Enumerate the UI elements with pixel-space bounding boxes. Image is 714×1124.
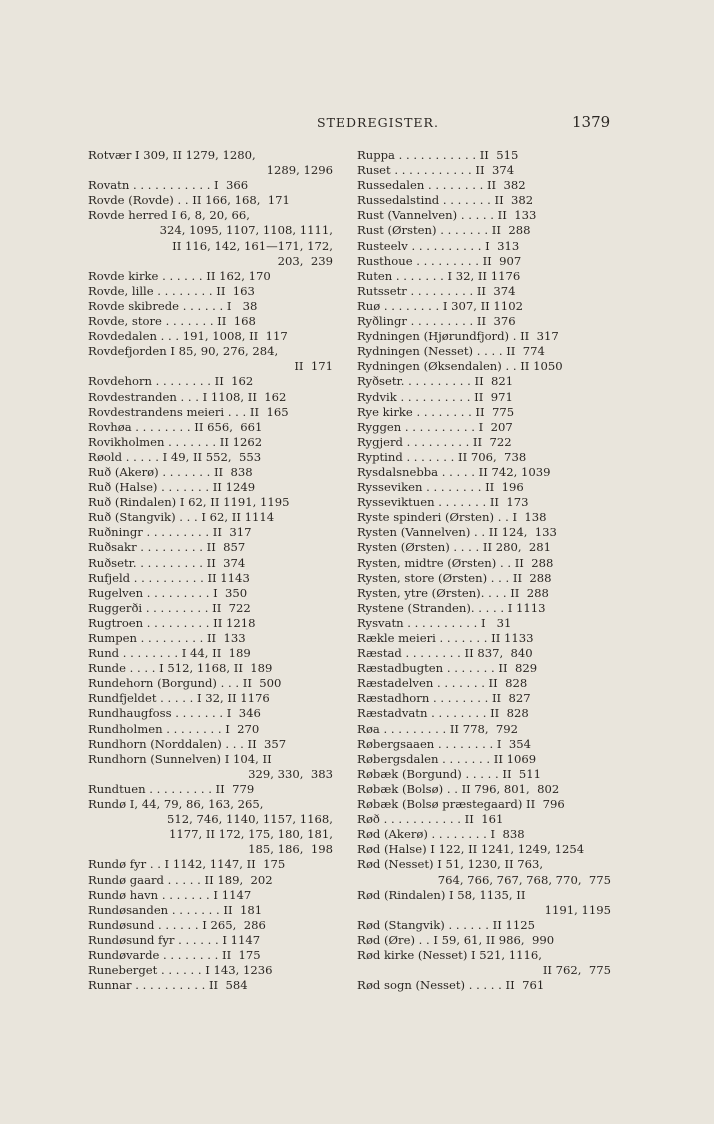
index-entry: Ruð (Halse) . . . . . . . II 1249 [88, 480, 256, 495]
index-entry-continuation: 203, 239 [277, 253, 333, 268]
index-entry: Russedalen . . . . . . . . II 382 [357, 178, 526, 193]
index-entry: Røbæk (Bolsø) . . II 796, 801, 802 [357, 781, 560, 796]
index-entry: Ryste spinderi (Ørsten) . . I 138 [357, 510, 547, 525]
index-entry: Rundfjeldet . . . . . I 32, II 1176 [88, 691, 270, 706]
index-entry: Ruðningr . . . . . . . . . II 317 [88, 525, 252, 540]
index-entry-continuation: 512, 746, 1140, 1157, 1168, [167, 812, 333, 827]
index-entry: Ruten . . . . . . . I 32, II 1176 [357, 268, 521, 283]
index-entry: Rød (Akerø) . . . . . . . . I 838 [357, 827, 525, 842]
index-entry: Rovikholmen . . . . . . . II 1262 [88, 434, 263, 449]
index-entry: Rundhorn (Sunnelven) I 104, II [88, 751, 272, 766]
index-entry: Rundøvarde . . . . . . . . II 175 [88, 947, 261, 962]
index-entry: Rysseviken . . . . . . . . II 196 [357, 480, 524, 495]
index-entry: Rutssetr . . . . . . . . . II 374 [357, 283, 516, 298]
index-entry: Ruðsakr . . . . . . . . . II 857 [88, 540, 246, 555]
index-entry: Ruð (Stangvik) . . . I 62, II 1114 [88, 510, 275, 525]
index-entry: Rovde, store . . . . . . . II 168 [88, 314, 256, 329]
index-entry: Rundtuen . . . . . . . . . II 779 [88, 781, 255, 796]
index-entry: Rysdalsnebba . . . . . II 742, 1039 [357, 464, 551, 479]
index-entry: Rovdestrandens meieri . . . II 165 [88, 404, 289, 419]
index-entry: Rundøsanden . . . . . . . II 181 [88, 902, 263, 917]
index-entry: Ruø . . . . . . . . I 307, II 1102 [357, 298, 523, 313]
index-entry: Ræstadhorn . . . . . . . . II 827 [357, 691, 531, 706]
index-entry: Ruset . . . . . . . . . . . II 374 [357, 163, 515, 178]
index-entry: Rye kirke . . . . . . . . II 775 [357, 404, 515, 419]
index-entry: Røbæk (Borgund) . . . . . II 511 [357, 766, 542, 781]
index-entry: Rød kirke (Nesset) I 521, 1116, [357, 947, 542, 962]
index-entry-continuation: 324, 1095, 1107, 1108, 1111, [159, 223, 333, 238]
index-entry: Rovdedalen . . . 191, 1008, II 117 [88, 329, 288, 344]
index-entry: Rød sogn (Nesset) . . . . . II 761 [357, 978, 545, 993]
index-entry-continuation: II 116, 142, 161—171, 172, [172, 238, 333, 253]
index-entry: Røbergsaaen . . . . . . . . I 354 [357, 736, 532, 751]
index-entry: Rydningen (Nesset) . . . . II 774 [357, 344, 545, 359]
index-entry: Røbæk (Bolsø præstegaard) II 796 [357, 797, 565, 812]
index-entry: Ryðsetr. . . . . . . . . . II 821 [357, 374, 514, 389]
index-entry: Rød (Rindalen) I 58, 1135, II [357, 887, 526, 902]
index-entry: Ryptind . . . . . . . II 706, 738 [357, 449, 527, 464]
index-entry: Rumpen . . . . . . . . . II 133 [88, 631, 246, 645]
index-entry: Rysten, midtre (Ørsten) . . II 288 [357, 555, 554, 570]
index-entry-continuation: 764, 766, 767, 768, 770, 775 [437, 872, 611, 887]
index-entry: Ryðlingr . . . . . . . . . II 376 [357, 314, 516, 329]
index-entry-continuation: II 171 [294, 359, 333, 374]
index-entry: Ryggen . . . . . . . . . . I 207 [357, 419, 513, 434]
index-entry: Rufjeld . . . . . . . . . . II 1143 [88, 570, 250, 585]
index-entry: Rysten (Vannelven) . . II 124, 133 [357, 525, 557, 540]
index-entry: Ruggerði . . . . . . . . . II 722 [88, 600, 251, 615]
index-entry: Rovde herred I 6, 8, 20, 66, [88, 208, 250, 223]
index-entry: Rundhorn (Norddalen) . . . II 357 [88, 736, 287, 751]
index-entry: Rundholmen . . . . . . . . I 270 [88, 721, 260, 736]
index-entry: Rovde, lille . . . . . . . . II 163 [88, 283, 255, 298]
index-entry-continuation: 1191, 1195 [544, 902, 611, 917]
index-entry: Rust (Vannelven) . . . . . II 133 [357, 208, 537, 223]
index-entry: Rundøsund . . . . . . I 265, 286 [88, 917, 266, 932]
index-entry: Ruðsetr. . . . . . . . . . II 374 [88, 555, 246, 570]
index-column-left [88, 148, 333, 993]
index-entry: Rundø fyr . . I 1142, 1147, II 175 [88, 857, 286, 872]
index-entry: Rød (Øre) . . I 59, 61, II 986, 990 [357, 932, 555, 947]
index-entry: Rækle meieri . . . . . . . II 1133 [357, 631, 534, 645]
index-entry: Ræstadelven . . . . . . . II 828 [357, 676, 528, 691]
index-entry: Rovde (Rovde) . . II 166, 168, 171 [88, 193, 290, 208]
index-entry: Ræstadvatn . . . . . . . . II 828 [357, 706, 529, 721]
index-entry: Røbergsdalen . . . . . . . II 1069 [357, 751, 537, 766]
index-entry: Rystene (Stranden). . . . . I 1113 [357, 600, 546, 615]
index-entry: Rund . . . . . . . . I 44, II 189 [88, 646, 251, 661]
index-entry: Ruð (Akerø) . . . . . . . II 838 [88, 464, 253, 479]
index-entry: Rysten (Ørsten) . . . . II 280, 281 [357, 540, 552, 555]
index-entry: Rundehorn (Borgund) . . . II 500 [88, 676, 282, 691]
page-header [0, 115, 714, 135]
index-entry-continuation: 1177, II 172, 175, 180, 181, [168, 827, 333, 842]
index-entry: Røð . . . . . . . . . . . II 161 [357, 812, 504, 827]
page-number: 1379 [572, 113, 611, 131]
page-title: STEDREGISTER. [317, 115, 439, 130]
index-entry: Rygjerd . . . . . . . . . II 722 [357, 434, 512, 449]
index-entry: Rugtroen . . . . . . . . . II 1218 [88, 615, 256, 630]
index-entry: Rød (Stangvik) . . . . . . II 1125 [357, 917, 536, 932]
index-entry: Rusteelv . . . . . . . . . . I 313 [357, 238, 520, 253]
index-entry: Rovdestranden . . . I 1108, II 162 [88, 389, 287, 404]
index-entry: Rydningen (Øksendalen) . . II 1050 [357, 359, 563, 374]
index-entry: Runde . . . . I 512, 1168, II 189 [88, 661, 273, 676]
index-entry: Røold . . . . . I 49, II 552, 553 [88, 449, 262, 464]
index-entry: Rysten, store (Ørsten) . . . II 288 [357, 570, 552, 585]
index-entry: Rysseviktuen . . . . . . . II 173 [357, 495, 529, 510]
index-entry: Ræstad . . . . . . . . II 837, 840 [357, 646, 533, 661]
index-entry-continuation: 185, 186, 198 [248, 842, 333, 857]
index-entry: Rovdehorn . . . . . . . . II 162 [88, 374, 254, 389]
index-entry: Rydningen (Hjørundfjord) . II 317 [357, 329, 559, 344]
index-entry: Rundø gaard . . . . . II 189, 202 [88, 872, 273, 887]
index-entry: Røa . . . . . . . . . II 778, 792 [357, 721, 519, 736]
index-entry: Rovde kirke . . . . . . II 162, 170 [88, 268, 271, 283]
index-entry: Rovhøa . . . . . . . . II 656, 661 [88, 419, 263, 434]
index-entry-continuation: 1289, 1296 [266, 163, 333, 178]
index-entry-continuation: 329, 330, 383 [248, 766, 333, 781]
index-entry: Rydvik . . . . . . . . . . II 971 [357, 389, 513, 404]
index-entry: Rotvær I 309, II 1279, 1280, [88, 148, 256, 162]
index-entry-continuation: II 762, 775 [542, 963, 611, 978]
index-entry: Runnar . . . . . . . . . . II 584 [88, 978, 248, 993]
index-entry: Rysvatn . . . . . . . . . . I 31 [357, 615, 512, 630]
index-entry: Rusthoue . . . . . . . . . II 907 [357, 253, 522, 268]
index-entry: Rundøsund fyr . . . . . . I 1147 [88, 932, 261, 947]
index-entry: Rysten, ytre (Ørsten). . . . II 288 [357, 585, 549, 600]
index-entry: Ruð (Rindalen) I 62, II 1191, 1195 [88, 495, 290, 510]
index-entry: Rovdefjorden I 85, 90, 276, 284, [88, 344, 279, 359]
index-column-right [357, 148, 611, 993]
index-entry: Rovde skibrede . . . . . . I 38 [88, 298, 258, 313]
index-entry: Ræstadbugten . . . . . . . II 829 [357, 661, 538, 676]
index-entry: Russedalstind . . . . . . . II 382 [357, 193, 534, 208]
index-entry: Rovatn . . . . . . . . . . . I 366 [88, 178, 249, 193]
index-entry: Rød (Nesset) I 51, 1230, II 763, [357, 857, 544, 872]
index-entry: Rust (Ørsten) . . . . . . . II 288 [357, 223, 531, 238]
index-entry: Rugelven . . . . . . . . . I 350 [88, 585, 248, 600]
index-entry: Rød (Halse) I 122, II 1241, 1249, 1254 [357, 842, 585, 857]
index-entry: Runeberget . . . . . . I 143, 1236 [88, 963, 273, 978]
index-entry: Rundø havn . . . . . . . I 1147 [88, 887, 252, 902]
index-entry: Rundø I, 44, 79, 86, 163, 265, [88, 797, 264, 812]
index-entry: Ruppa . . . . . . . . . . . II 515 [357, 148, 519, 162]
index-entry: Rundhaugfoss . . . . . . . I 346 [88, 706, 261, 721]
